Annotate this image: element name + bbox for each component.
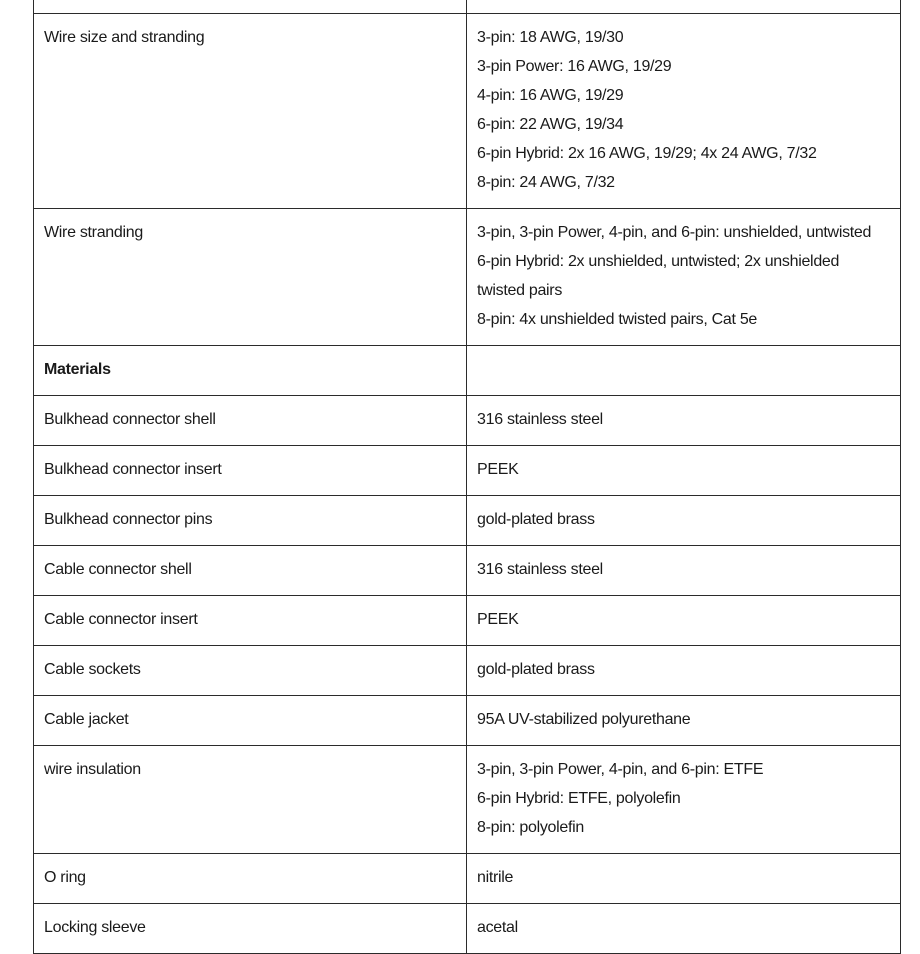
row-value: PEEK xyxy=(467,446,901,496)
row-label: Cable connector insert xyxy=(34,596,467,646)
row-label xyxy=(34,0,467,14)
table-row xyxy=(34,546,901,596)
table-row xyxy=(34,854,901,904)
row-value-line: 3-pin Power: 16 AWG, 19/29 xyxy=(477,58,672,75)
spec-table xyxy=(33,0,901,954)
row-value-line: 3-pin, 3-pin Power, 4-pin, and 6-pin: ETFE xyxy=(477,761,764,778)
section-value xyxy=(467,346,901,396)
table-row xyxy=(34,446,901,496)
table-row xyxy=(34,904,901,954)
section-title: Materials xyxy=(34,346,467,396)
row-value xyxy=(467,0,901,14)
row-value xyxy=(467,209,901,346)
row-label: O ring xyxy=(34,854,467,904)
table-row xyxy=(34,646,901,696)
row-label: wire insulation xyxy=(34,746,467,854)
row-value: 95A UV-stabilized polyurethane xyxy=(467,696,901,746)
row-label: Wire size and stranding xyxy=(34,14,467,209)
row-value: 316 stainless steel xyxy=(467,396,901,446)
row-value-line: 3-pin: 18 AWG, 19/30 xyxy=(477,29,624,46)
row-value-line: 8-pin: 24 AWG, 7/32 xyxy=(477,174,615,191)
row-value-line: 8-pin: polyolefin xyxy=(477,819,584,836)
row-label: Cable jacket xyxy=(34,696,467,746)
table-row xyxy=(34,0,901,14)
row-value-line: 6-pin: 22 AWG, 19/34 xyxy=(477,116,624,133)
table-row xyxy=(34,496,901,546)
row-value: nitrile xyxy=(467,854,901,904)
row-label: Wire stranding xyxy=(34,209,467,346)
section-header-materials xyxy=(34,346,901,396)
row-value-line: 6-pin Hybrid: ETFE, polyolefin xyxy=(477,790,681,807)
table-row xyxy=(34,396,901,446)
table-row-wire-insulation xyxy=(34,746,901,854)
row-value: PEEK xyxy=(467,596,901,646)
row-label: Bulkhead connector pins xyxy=(34,496,467,546)
row-value-line: 4-pin: 16 AWG, 19/29 xyxy=(477,87,624,104)
row-value-line: 3-pin, 3-pin Power, 4-pin, and 6-pin: unshielded, untwisted xyxy=(477,224,872,241)
table-row-wire-stranding xyxy=(34,209,901,346)
row-value-line xyxy=(477,0,890,2)
row-value-line: 6-pin Hybrid: 2x unshielded, untwisted; 2x unshielded twisted pairs xyxy=(477,253,840,299)
table-row xyxy=(34,596,901,646)
row-label: Bulkhead connector insert xyxy=(34,446,467,496)
row-value-line: 6-pin Hybrid: 2x 16 AWG, 19/29; 4x 24 AWG, 7/32 xyxy=(477,145,817,162)
row-value xyxy=(467,14,901,209)
row-label: Bulkhead connector shell xyxy=(34,396,467,446)
row-value: gold-plated brass xyxy=(467,496,901,546)
row-value-line: 8-pin: 4x unshielded twisted pairs, Cat 5e xyxy=(477,311,758,328)
row-label: Locking sleeve xyxy=(34,904,467,954)
row-label: Cable connector shell xyxy=(34,546,467,596)
row-value: acetal xyxy=(467,904,901,954)
row-label: Cable sockets xyxy=(34,646,467,696)
row-value: gold-plated brass xyxy=(467,646,901,696)
table-row xyxy=(34,696,901,746)
row-value xyxy=(467,746,901,854)
row-value: 316 stainless steel xyxy=(467,546,901,596)
table-row-wire-size xyxy=(34,14,901,209)
